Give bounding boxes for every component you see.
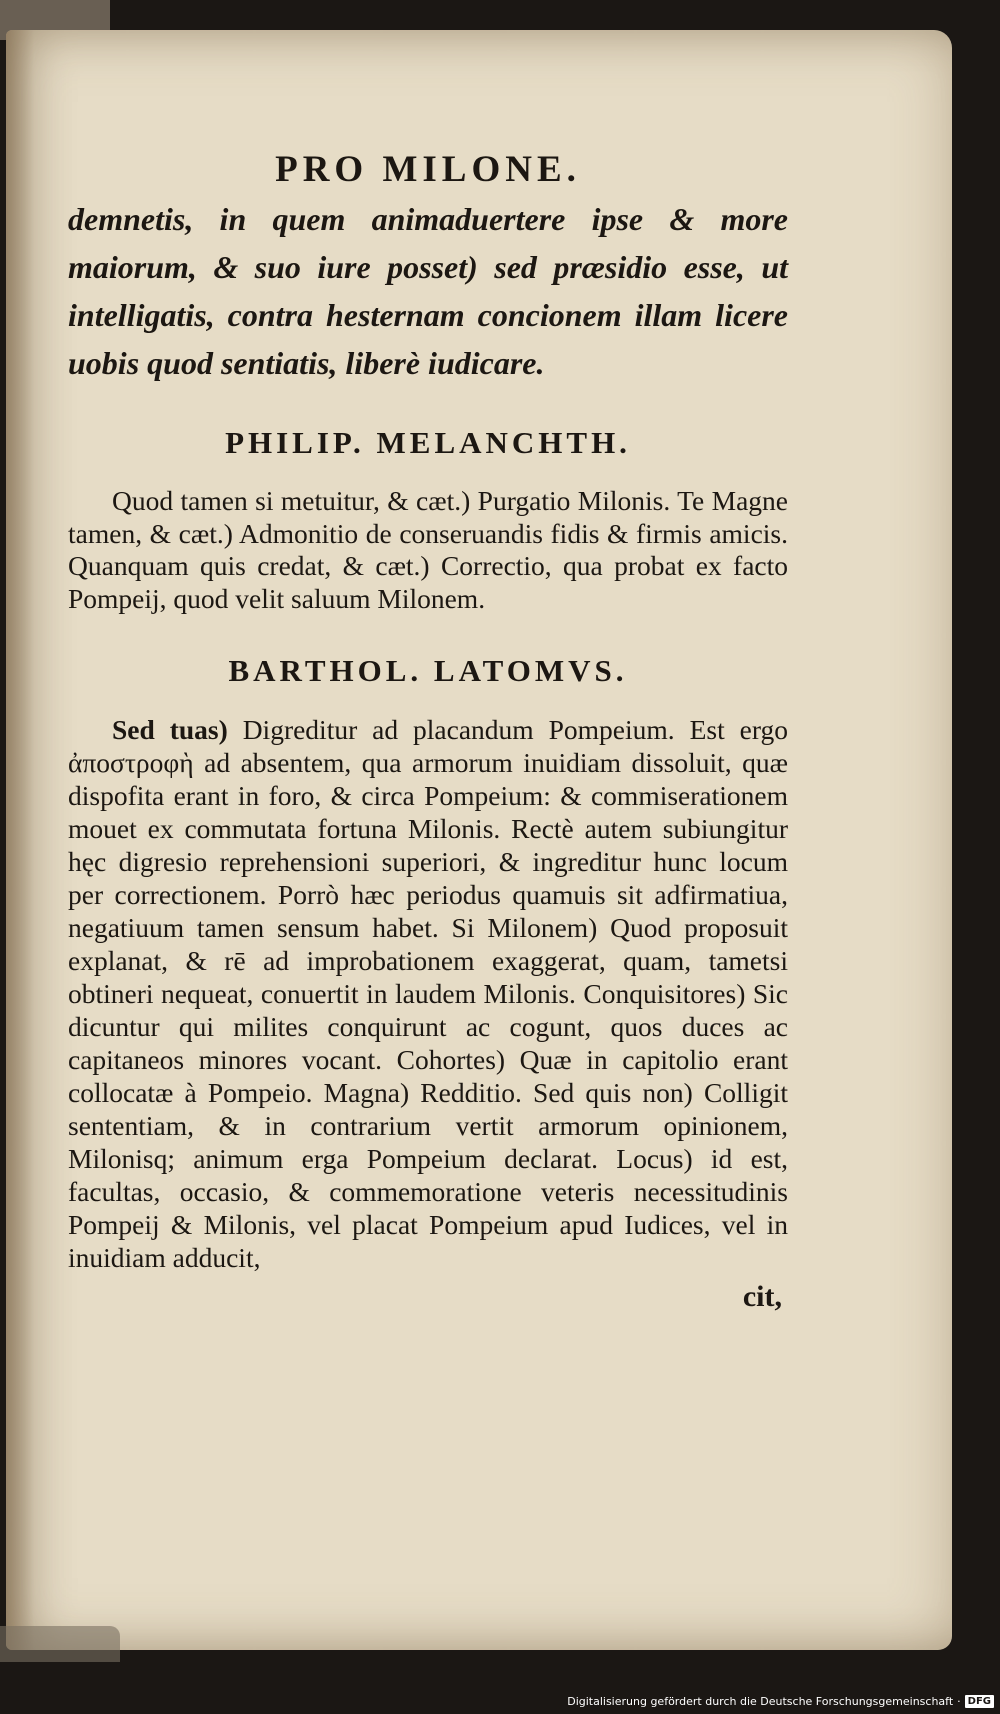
catchword: cit, xyxy=(742,1280,782,1313)
digitization-footer: Digitalisierung gefördert durch die Deutsche Forschungsgemeinschaft · DFG xyxy=(567,1695,994,1708)
funding-credit: Digitalisierung gefördert durch die Deutsche Forschungsgemeinschaft xyxy=(567,1695,954,1708)
commentary-melanchthon: Quod tamen si metuitur, & cæt.) Purgatio Milonis. Te Magne tamen, & cæt.) Admonitio de conseruandis fidis & firmis amicis. Quanquam quis credat, & cæt.) Correctio, qua probat ex facto Pompeij, quod velit saluum Milonem. xyxy=(68,485,788,614)
italic-text-block: demnetis, in quem animaduertere ipse & more maiorum, & suo iure posset) sed præsidio esse, ut intelligatis, contra hesternam concionem illam licere uobis quod sentiatis, liberè iudicare. xyxy=(68,201,788,381)
section-heading-melanchthon: PHILIP. MELANCHTH. xyxy=(225,425,631,460)
commentary-latomus xyxy=(68,713,788,1274)
dfg-logo: DFG xyxy=(965,1695,994,1708)
lemma-lead: Sed tuas) xyxy=(112,714,228,745)
book-page xyxy=(6,30,952,1650)
commentary-latomus-text: Digreditur ad placandum Pompeium. Est ergo ἀποστροφὴ ad absentem, qua armorum inuidiam dissoluit, quæ dispofita erant in foro, & circa Pompeium: & commiserationem mouet ex commutata fortuna Milonis. Rectè autem subiungitur hęc digresio reprehensioni superiori, & ingreditur hunc locum per correctionem. Porrò hæc periodus quamuis sit adfirmatiua, negatiuum tamen sensum habet. Si Milonem) Quod proposuit explanat, & rē ad improbationem exaggerat, quam, tametsi obtineri nequeat, conuertit in laudem Milonis. Conquisitores) Sic dicuntur qui milites conquirunt ac cogunt, quos duces ac capitaneos minores vocant. Cohortes) Quæ in capitolio erant collocatæ à Pompeio. Magna) Redditio. Sed quis non) Colligit sententiam, & in contrarium vertit armorum opinionem, Milonisq; animum erga Pompeium declarat. Locus) id est, facultas, occasio, & commemoratione veteris necessitudinis Pompeij & Milonis, vel placat Pompeium apud Iudices, vel in inuidiam adducit, xyxy=(68,714,788,1273)
page-content xyxy=(68,118,788,1314)
book-edge-bottom xyxy=(0,1626,120,1662)
section-heading-latomus: BARTHOL. LATOMVS. xyxy=(228,653,628,688)
running-head: PRO MILONE. xyxy=(275,149,581,190)
